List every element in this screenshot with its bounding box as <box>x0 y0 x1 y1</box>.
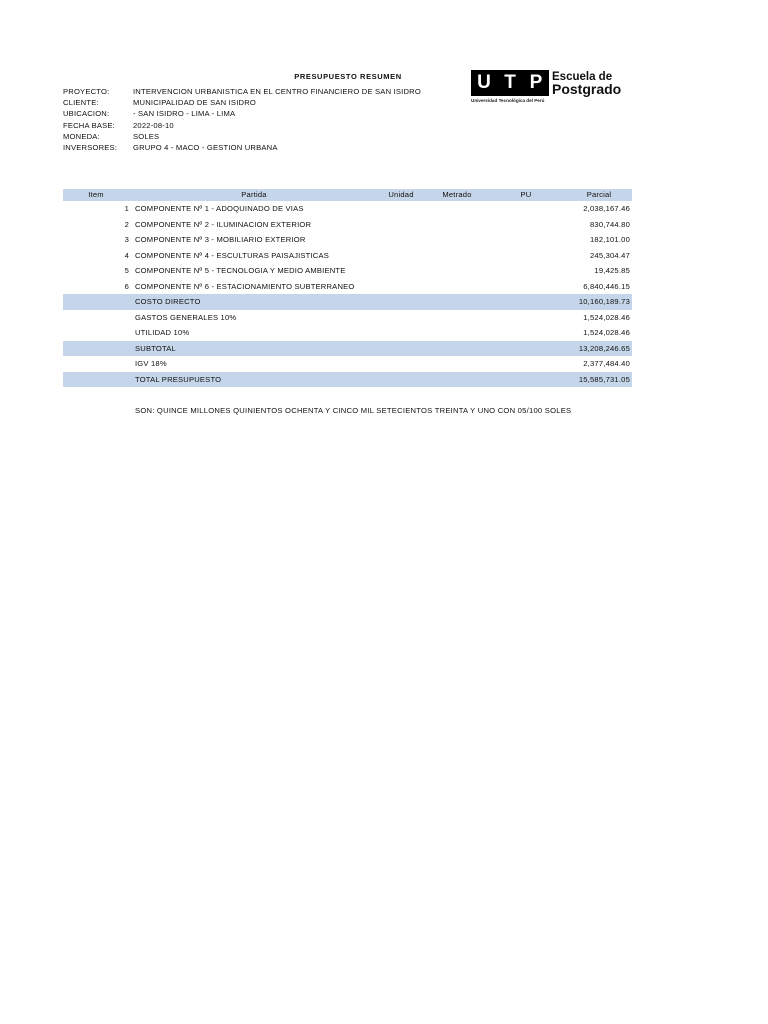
row-amount: 245,304.47 <box>589 250 630 260</box>
info-value: 2022-08-10 <box>133 120 174 130</box>
budget-table <box>63 189 632 387</box>
summary-description: UTILIDAD 10% <box>135 328 190 337</box>
logo-letter: U <box>477 72 491 93</box>
table-header <box>63 189 632 201</box>
row-index: 4 <box>124 250 129 260</box>
table-row <box>63 279 632 295</box>
summary-amount: 1,524,028.46 <box>583 312 630 322</box>
table-row <box>63 217 632 233</box>
row-description: COMPONENTE Nº 5 - TECNOLOGIA Y MEDIO AMBIENTE <box>135 266 346 275</box>
column-header-pu: PU <box>520 190 532 199</box>
info-row-fecha-base <box>63 120 463 131</box>
summary-amount: 10,160,189.73 <box>578 297 630 306</box>
row-index: 2 <box>124 219 129 229</box>
info-value: - SAN ISIDRO - LIMA - LIMA <box>133 109 236 119</box>
summary-row-costo-directo <box>63 294 632 310</box>
utp-logo <box>471 70 631 106</box>
row-index: 6 <box>124 281 129 291</box>
summary-row-utilidad <box>63 325 632 341</box>
document-title: PRESUPUESTO RESUMEN <box>294 72 402 81</box>
summary-amount: 2,377,484.40 <box>583 359 630 368</box>
summary-description: COSTO DIRECTO <box>135 297 201 306</box>
summary-row-gastos-generales <box>63 310 632 326</box>
row-amount: 182,101.00 <box>589 235 630 244</box>
column-header-partida: Partida <box>241 190 267 199</box>
row-amount: 6,840,446.15 <box>583 281 630 291</box>
info-row-proyecto <box>63 86 463 97</box>
row-description: COMPONENTE Nº 1 - ADOQUINADO DE VIAS <box>135 204 304 213</box>
info-value: INTERVENCION URBANISTICA EN EL CENTRO FINANCIERO DE SAN ISIDRO <box>133 87 421 96</box>
summary-row-total-presupuesto <box>63 372 632 388</box>
column-header-item: Item <box>88 190 104 199</box>
project-info <box>63 86 463 153</box>
info-label: MONEDA: <box>63 131 100 141</box>
summary-row-igv <box>63 356 632 372</box>
summary-amount: 15,585,731.05 <box>578 374 630 384</box>
table-row <box>63 263 632 279</box>
summary-amount: 13,208,246.65 <box>578 343 630 353</box>
table-row <box>63 232 632 248</box>
summary-row-subtotal <box>63 341 632 357</box>
logo-letter: P <box>529 72 543 93</box>
row-index: 1 <box>124 204 129 213</box>
row-index: 3 <box>124 235 129 244</box>
info-label: UBICACION: <box>63 109 110 119</box>
logo-university-name: Universidad Tecnológica del Perú <box>471 98 545 103</box>
info-row-moneda <box>63 131 463 142</box>
info-row-ubicacion <box>63 108 463 119</box>
info-label: INVERSORES: <box>63 142 118 152</box>
summary-description: SUBTOTAL <box>135 343 176 353</box>
row-amount: 830,744.80 <box>589 219 630 229</box>
summary-amount: 1,524,028.46 <box>583 328 630 337</box>
logo-letter: T <box>504 72 516 93</box>
info-row-inversores <box>63 142 463 153</box>
row-index: 5 <box>124 266 129 275</box>
info-label: PROYECTO: <box>63 87 110 96</box>
info-value: MUNICIPALIDAD DE SAN ISIDRO <box>133 98 256 108</box>
table-row <box>63 248 632 264</box>
summary-description: TOTAL PRESUPUESTO <box>135 374 222 384</box>
row-description: COMPONENTE Nº 6 - ESTACIONAMIENTO SUBTERRANEO <box>135 281 355 291</box>
summary-description: IGV 18% <box>135 359 167 368</box>
info-row-cliente <box>63 97 463 108</box>
info-value: GRUPO 4 - MACO - GESTION URBANA <box>133 142 278 152</box>
row-amount: 19,425.85 <box>594 266 630 275</box>
info-label: FECHA BASE: <box>63 120 115 130</box>
info-value: SOLES <box>133 131 160 141</box>
summary-description: GASTOS GENERALES 10% <box>135 312 237 322</box>
row-description: COMPONENTE Nº 2 - ILUMINACION EXTERIOR <box>135 219 312 229</box>
logo-school-name: Escuela de <box>552 71 613 83</box>
amount-in-words: SON: QUINCE MILLONES QUINIENTOS OCHENTA Y CINCO MIL SETECIENTOS TREINTA Y UNO CON 05/100 SOLES <box>135 406 572 415</box>
row-amount: 2,038,167.46 <box>583 204 630 213</box>
info-label: CLIENTE: <box>63 98 99 108</box>
column-header-metrado: Metrado <box>442 190 472 199</box>
utp-logo-mark <box>471 70 549 96</box>
row-description: COMPONENTE Nº 3 - MOBILIARIO EXTERIOR <box>135 235 306 244</box>
logo-program-name: Postgrado <box>552 81 622 97</box>
table-row <box>63 201 632 217</box>
row-description: COMPONENTE Nº 4 - ESCULTURAS PAISAJISTICAS <box>135 250 330 260</box>
column-header-unidad: Unidad <box>388 190 414 199</box>
column-header-parcial: Parcial <box>586 190 612 199</box>
